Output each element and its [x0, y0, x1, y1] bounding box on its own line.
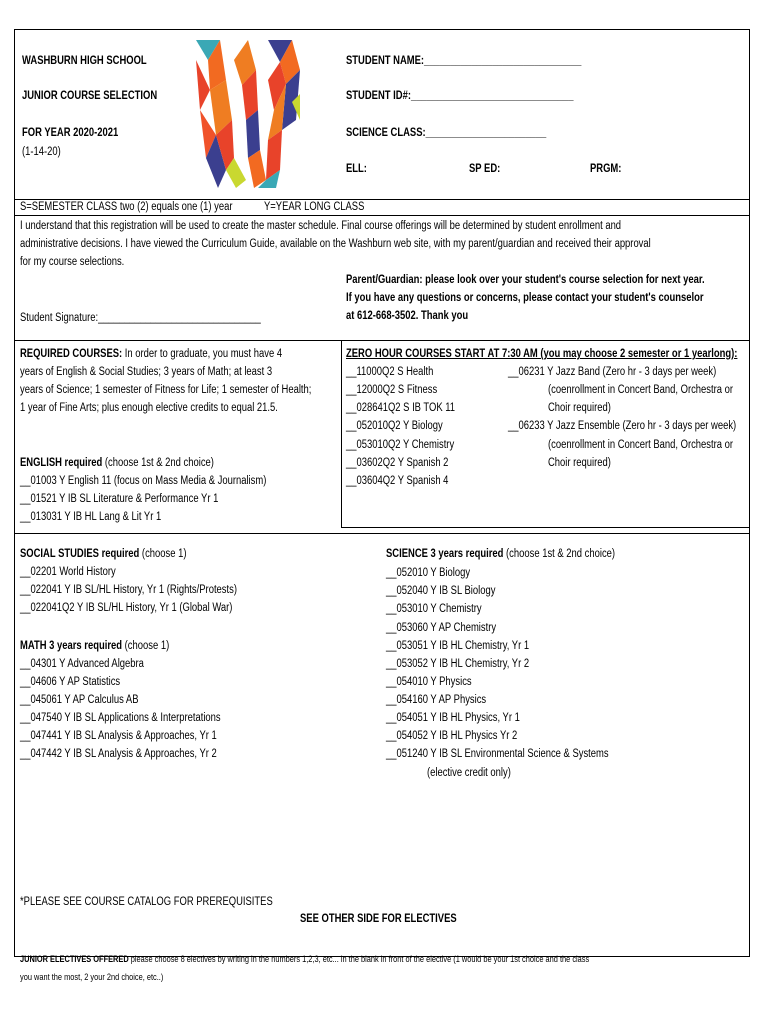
- zero-hour-option[interactable]: __06231 Y Jazz Band (Zero hr - 3 days per week): [508, 366, 717, 378]
- parent-note-line: If you have any questions or concerns, please contact your student's counselor: [346, 292, 704, 304]
- divider: [14, 215, 750, 216]
- required-heading: REQUIRED COURSES:: [20, 348, 123, 360]
- year-legend: Y=YEAR LONG CLASS: [264, 201, 365, 213]
- form-date: (1-14-20): [22, 146, 61, 158]
- student-name-field[interactable]: STUDENT NAME:______________________________: [346, 55, 582, 67]
- form-title: JUNIOR COURSE SELECTION: [22, 90, 158, 102]
- english-note: (choose 1st & 2nd choice): [104, 457, 214, 469]
- required-text: 1 year of Fine Arts; plus enough elective credits to equal 21.5.: [20, 402, 278, 414]
- science-option[interactable]: __054051 Y IB HL Physics, Yr 1: [386, 712, 520, 724]
- science-option[interactable]: __051240 Y IB SL Environmental Science & Systems: [386, 748, 609, 760]
- required-text: years of Science; 1 semester of Fitness for Life; 1 semester of Health;: [20, 384, 312, 396]
- science-option[interactable]: __052010 Y Biology: [386, 567, 471, 579]
- zero-hour-note: (coenrollment in Concert Band, Orchestra or: [548, 384, 734, 396]
- science-option[interactable]: __053052 Y IB HL Chemistry, Yr 2: [386, 658, 530, 670]
- required-text: years of English & Social Studies; 3 years of Math; at least 3: [20, 366, 273, 378]
- semester-legend: S=SEMESTER CLASS two (2) equals one (1) year: [20, 201, 233, 213]
- parent-note-line: Parent/Guardian: please look over your student's course selection for next year.: [346, 274, 705, 286]
- zero-hour-option[interactable]: __053010Q2 Y Chemistry: [346, 439, 455, 451]
- statement-line: for my course selections.: [20, 256, 125, 268]
- divider: [14, 199, 750, 200]
- math-option[interactable]: __045061 Y AP Calculus AB: [20, 694, 139, 706]
- social-header: [20, 548, 186, 561]
- english-heading: ENGLISH required: [20, 457, 103, 469]
- ell-label: ELL:: [346, 163, 367, 175]
- science-option[interactable]: __054160 Y AP Physics: [386, 694, 487, 706]
- zero-hour-option[interactable]: __03602Q2 Y Spanish 2: [346, 457, 449, 469]
- social-option[interactable]: __022041Q2 Y IB SL/HL History, Yr 1 (Global War): [20, 602, 233, 614]
- social-option[interactable]: __022041 Y IB SL/HL History, Yr 1 (Rights/Protests): [20, 584, 238, 596]
- electives-heading: JUNIOR ELECTIVES OFFERED: [20, 954, 129, 965]
- math-option[interactable]: __047540 Y IB SL Applications & Interpretations: [20, 712, 221, 724]
- zero-hour-box-left: [341, 340, 342, 527]
- science-note-elective: (elective credit only): [427, 767, 511, 779]
- science-note: (choose 1st & 2nd choice): [506, 548, 616, 560]
- parent-note-line: at 612-668-3502. Thank you: [346, 310, 469, 322]
- zero-hour-box-bottom: [341, 527, 750, 528]
- zero-hour-heading: ZERO HOUR COURSES START AT 7:30 AM (you may choose 2 semester or 1 yearlong):: [346, 348, 738, 360]
- social-option[interactable]: __02201 World History: [20, 566, 116, 578]
- divider: [14, 340, 750, 341]
- prgm-label: PRGM:: [590, 163, 622, 175]
- science-option[interactable]: __053010 Y Chemistry: [386, 603, 482, 615]
- science-option[interactable]: __052040 Y IB SL Biology: [386, 585, 496, 597]
- zero-hour-option[interactable]: __028641Q2 S IB TOK 11: [346, 402, 456, 414]
- science-class-field[interactable]: SCIENCE CLASS:_______________________: [346, 127, 547, 139]
- required-text: In order to graduate, you must have 4: [124, 348, 283, 360]
- zero-hour-option[interactable]: __03604Q2 Y Spanish 4: [346, 475, 449, 487]
- zero-hour-option[interactable]: __12000Q2 S Fitness: [346, 384, 438, 396]
- math-option[interactable]: __047442 Y IB SL Analysis & Approaches, Yr 2: [20, 748, 217, 760]
- zero-hour-note: (coenrollment in Concert Band, Orchestra or: [548, 439, 734, 451]
- social-heading: SOCIAL STUDIES required: [20, 548, 140, 560]
- science-header: [386, 548, 615, 561]
- school-logo: [196, 40, 300, 188]
- electives-instructions: [20, 953, 589, 966]
- social-note: (choose 1): [141, 548, 187, 560]
- science-heading: SCIENCE 3 years required: [386, 548, 504, 560]
- divider: [14, 533, 750, 534]
- english-option[interactable]: __01003 Y English 11 (focus on Mass Media & Journalism): [20, 475, 267, 487]
- other-side-note: SEE OTHER SIDE FOR ELECTIVES: [300, 913, 457, 925]
- math-option[interactable]: __04606 Y AP Statistics: [20, 676, 121, 688]
- zero-hour-option[interactable]: __052010Q2 Y Biology: [346, 420, 443, 432]
- zero-hour-option[interactable]: __06233 Y Jazz Ensemble (Zero hr - 3 days per week): [508, 420, 737, 432]
- math-heading: MATH 3 years required: [20, 640, 123, 652]
- student-signature-field[interactable]: Student Signature:_______________________________: [20, 312, 261, 324]
- science-option[interactable]: __053051 Y IB HL Chemistry, Yr 1: [386, 640, 530, 652]
- math-option[interactable]: __047441 Y IB SL Analysis & Approaches, Yr 1: [20, 730, 217, 742]
- statement-line: I understand that this registration will be used to create the master schedule. Final course offerings will be determined by student enrollment and: [20, 220, 622, 232]
- statement-line: administrative decisions. I have viewed the Curriculum Guide, available on the Washburn web site, with my parent/guardian and received their approval: [20, 238, 651, 250]
- math-option[interactable]: __04301 Y Advanced Algebra: [20, 658, 144, 670]
- science-option[interactable]: __053060 Y AP Chemistry: [386, 622, 497, 634]
- zero-hour-note: Choir required): [548, 402, 611, 414]
- prerequisite-note: *PLEASE SEE COURSE CATALOG FOR PREREQUISITES: [20, 896, 273, 908]
- student-id-field[interactable]: STUDENT ID#:_______________________________: [346, 90, 574, 102]
- english-header: [20, 457, 214, 470]
- zero-hour-option[interactable]: __11000Q2 S Health: [346, 366, 434, 378]
- zero-hour-note: Choir required): [548, 457, 611, 469]
- science-option[interactable]: __054052 Y IB HL Physics Yr 2: [386, 730, 518, 742]
- sped-label: SP ED:: [469, 163, 501, 175]
- electives-text: you want the most, 2 your 2nd choice, etc..): [20, 972, 164, 983]
- english-option[interactable]: __013031 Y IB HL Lang & Lit Yr 1: [20, 511, 162, 523]
- math-header: [20, 640, 169, 653]
- science-option[interactable]: __054010 Y Physics: [386, 676, 472, 688]
- school-name: WASHBURN HIGH SCHOOL: [22, 55, 147, 67]
- required-courses: [20, 348, 282, 361]
- electives-text: please choose 8 electives by writing in the numbers 1,2,3, etc... in the blank in front of the elective (1 would be your 1st choice and the class: [130, 954, 590, 965]
- english-option[interactable]: __01521 Y IB SL Literature & Performance Yr 1: [20, 493, 219, 505]
- math-note: (choose 1): [124, 640, 170, 652]
- school-year: FOR YEAR 2020-2021: [22, 127, 119, 139]
